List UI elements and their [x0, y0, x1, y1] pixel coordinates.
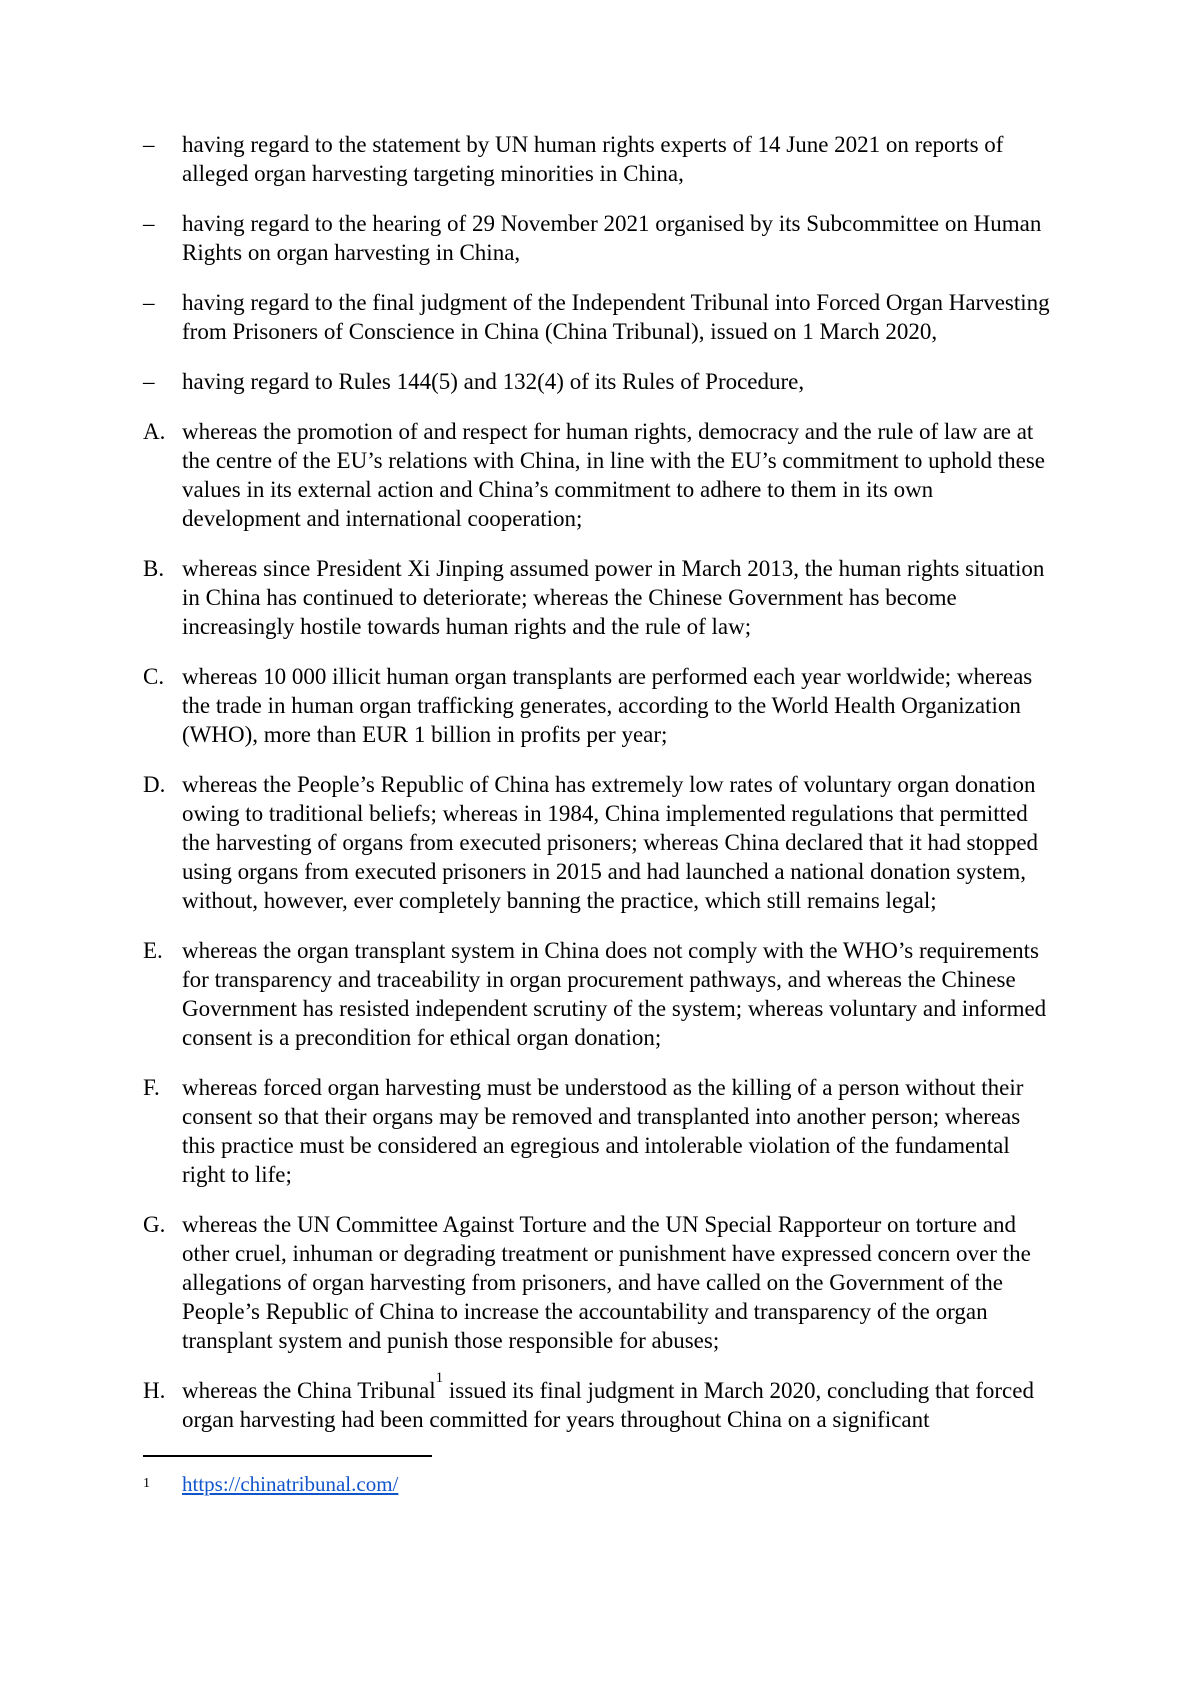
citation-1 — [143, 130, 1050, 188]
citation-text: having regard to Rules 144(5) and 132(4) of its Rules of Procedure, — [182, 369, 805, 394]
citation-4 — [143, 367, 1050, 396]
recital-letter: F. — [143, 1075, 160, 1100]
footnote-marker: 1 — [143, 1476, 150, 1491]
citation-text: having regard to the final judgment of the Independent Tribunal into Forced Organ Harvesting from Prisoners of Conscience in China (China Tribunal), issued on 1 March 2020, — [182, 290, 1050, 344]
recital-text: whereas the People’s Republic of China has extremely low rates of voluntary organ donation owing to traditional beliefs; whereas in 1984, China implemented regulations that permitted the harvesting of organs from executed prisoners; whereas China declared that it had stopped using organs from executed prisoners in 2015 and had launched a national donation system, without, however, ever completely banning the practice, which still remains legal; — [182, 772, 1039, 913]
footnote-link[interactable]: https://chinatribunal.com/ — [182, 1472, 399, 1496]
citation-2 — [143, 209, 1050, 267]
footnote-1 — [143, 1471, 1050, 1498]
footnote-text — [182, 1471, 1050, 1498]
recital-H — [143, 1370, 1050, 1434]
citation-text: having regard to the statement by UN human rights experts of 14 June 2021 on reports of alleged organ harvesting targeting minorities in China, — [182, 132, 1004, 186]
recital-letter: C. — [143, 664, 165, 689]
recital-letter: B. — [143, 556, 165, 581]
recital-text — [182, 1370, 1050, 1434]
recital-letter: E. — [143, 938, 163, 963]
recital-text: whereas 10 000 illicit human organ transplants are performed each year worldwide; whereas the trade in human organ trafficking generates, according to the World Health Organization (WHO), more than EUR 1 billion in profits per year; — [182, 664, 1033, 747]
recital-text-segment: whereas the China Tribunal — [182, 1378, 436, 1403]
citation-3 — [143, 288, 1050, 346]
recital-letter: A. — [143, 419, 166, 444]
recital-A — [143, 417, 1050, 533]
recital-G — [143, 1210, 1050, 1355]
recital-C — [143, 662, 1050, 749]
recital-D — [143, 770, 1050, 915]
footnote-separator — [143, 1455, 432, 1457]
recital-letter: G. — [143, 1212, 166, 1237]
citation-text: having regard to the hearing of 29 November 2021 organised by its Subcommittee on Human Rights on organ harvesting in China, — [182, 211, 1042, 265]
footnote-section — [143, 1455, 1050, 1498]
recital-text: whereas since President Xi Jinping assumed power in March 2013, the human rights situation in China has continued to deteriorate; whereas the Chinese Government has become increasingly hostile towards human rights and the rule of law; — [182, 556, 1045, 639]
dash-bullet: – — [143, 369, 155, 394]
dash-bullet: – — [143, 132, 155, 157]
recital-letter: D. — [143, 772, 166, 797]
recital-text: whereas the organ transplant system in China does not comply with the WHO’s requirements for transparency and traceability in organ procurement pathways, and whereas the Chinese Government has resisted independent scrutiny of the system; whereas voluntary and informed consent is a precondition for ethical organ donation; — [182, 938, 1047, 1050]
recital-text: whereas forced organ harvesting must be understood as the killing of a person without their consent so that their organs may be removed and transplanted into another person; whereas this practice must be considered an egregious and intolerable violation of the fundamental right to life; — [182, 1075, 1024, 1187]
dash-bullet: – — [143, 290, 155, 315]
footnote-reference: 1 — [435, 1370, 444, 1387]
recital-B — [143, 554, 1050, 641]
recital-text-segment: issued its final judgment in March 2020, concluding that forced organ harvesting had been committed for years throughout China on a significant — [182, 1378, 1034, 1432]
recital-E — [143, 936, 1050, 1052]
recital-F — [143, 1073, 1050, 1189]
recital-text: whereas the promotion of and respect for human rights, democracy and the rule of law are at the centre of the EU’s relations with China, in line with the EU’s commitment to uphold these values in its external action and China’s commitment to adhere to them in its own development and international cooperation; — [182, 419, 1045, 531]
recital-text: whereas the UN Committee Against Torture and the UN Special Rapporteur on torture and other cruel, inhuman or degrading treatment or punishment have expressed concern over the allegations of organ harvesting from prisoners, and have called on the Government of the People’s Republic of China to increase the accountability and transparency of the organ transplant system and punish those responsible for abuses; — [182, 1212, 1031, 1353]
dash-bullet: – — [143, 211, 155, 236]
recital-letter: H. — [143, 1378, 166, 1403]
